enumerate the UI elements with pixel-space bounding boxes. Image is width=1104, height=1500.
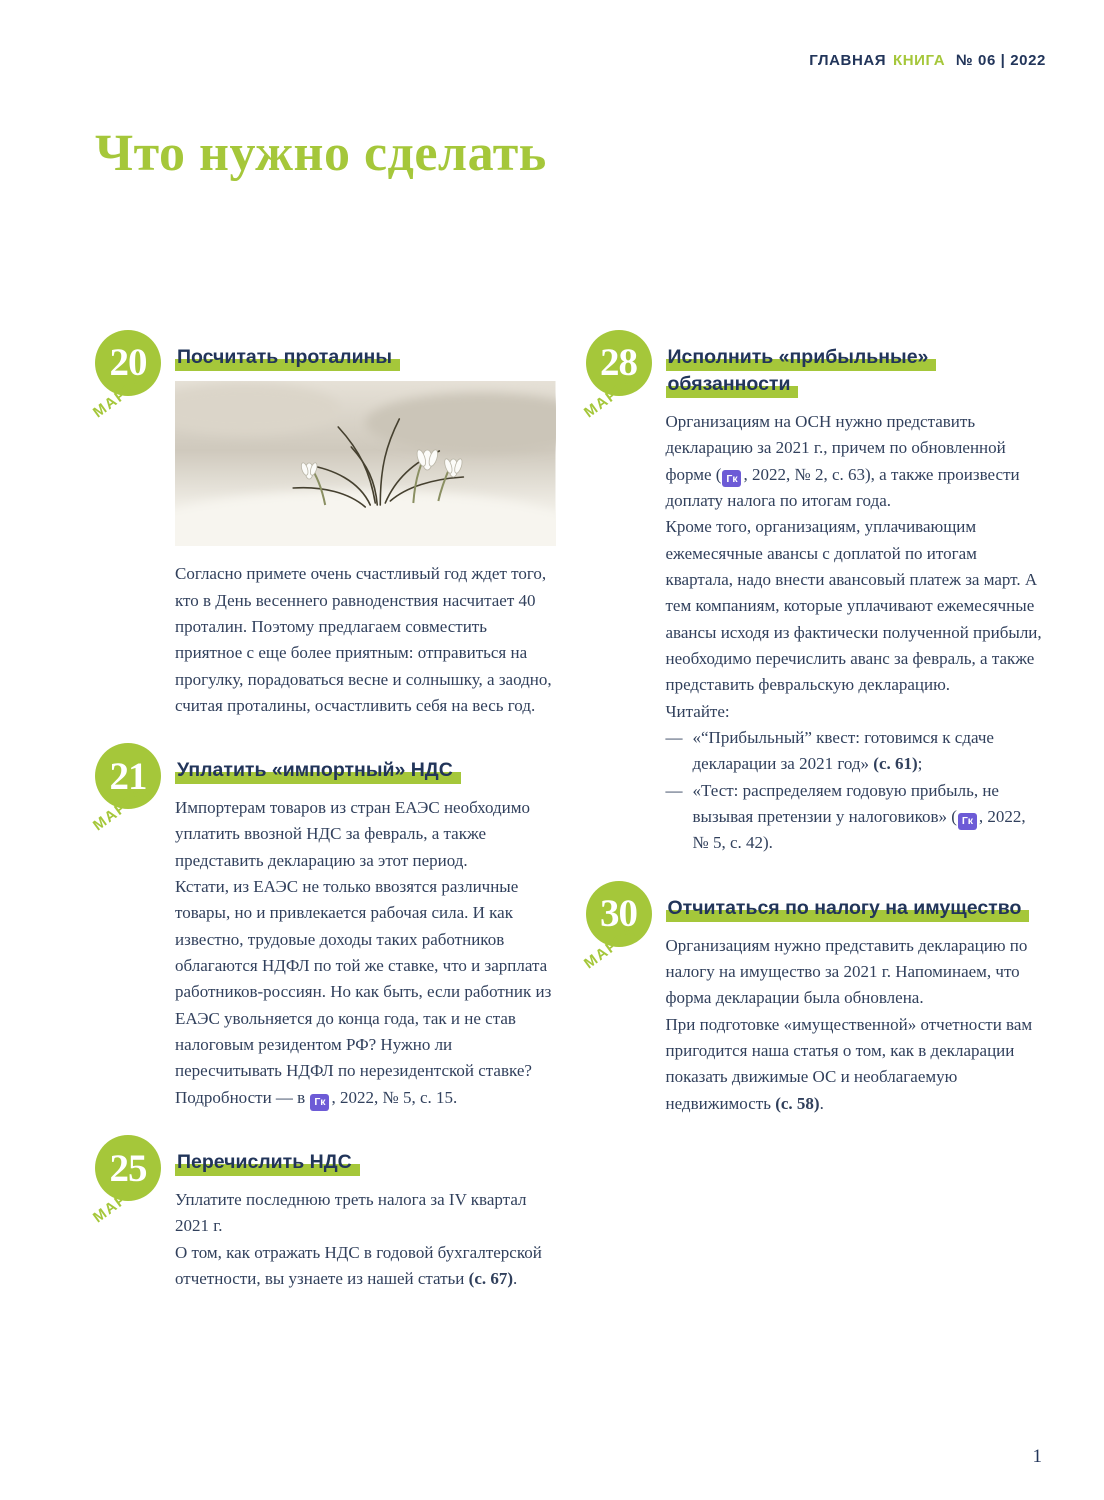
date-badge <box>580 330 666 857</box>
entry-title-text: Перечислить НДС <box>175 1151 360 1176</box>
read-also-item: — «“Прибыльный” квест: готовимся к сдаче декларации за 2021 год» (с. 61); <box>666 725 1047 778</box>
entry-title <box>175 757 556 785</box>
entry-title-text: Исполнить «прибыльные» обязанности <box>666 346 937 399</box>
body-paragraph: При подготовке «имущественной» отчетности вам пригодится наша статья о том, как в декларации показать движимые ОС и необлагаемую недвижимость (с. 58). <box>665 1014 1033 1113</box>
date-badge <box>90 743 175 1111</box>
entry-content <box>666 881 1047 1117</box>
body-paragraph: Кстати, из ЕАЭС не только ввозятся различные товары, но и привлекается рабочая сила. И как известно, трудовые доходы таких работников облагаются НДФЛ по той же ставке, что и зарплата работников-россиян. Но как быть, если работник из ЕАЭС увольняется до конца года, так и не став налоговым резидентом РФ? Нужно ли пересчитывать НДФЛ по нерезидентской ставке? Подробности — в Гк , 2022, № 5, с. 15. <box>175 874 556 1111</box>
date-number: 20 <box>109 341 147 385</box>
calendar-entry <box>90 1135 556 1292</box>
date-badge <box>580 881 666 1117</box>
entry-body <box>175 1187 556 1292</box>
entry-body <box>175 381 556 719</box>
calendar-entry <box>90 330 556 720</box>
calendar-entry <box>580 881 1047 1117</box>
date-number: 28 <box>600 341 637 385</box>
issue-number: № 06 | 2022 <box>955 52 1046 69</box>
calendar-entry <box>90 743 556 1111</box>
entry-title <box>666 895 1047 923</box>
body-paragraph: Согласно примете очень счастливый год ждет того, кто в День весеннего равноденствия насчитает 40 проталин. Поэтому предлагаем совместить приятное с еще более приятным: отправиться на прогулку, порадоваться весне и солнышку, а заодно, считая проталины, осчастливить себя на весь год. <box>175 564 552 715</box>
date-month-label: МАРТА <box>90 372 149 421</box>
brand-kniga-label: КНИГА <box>892 52 946 69</box>
entry-body <box>666 409 1047 857</box>
entry-title <box>666 344 1047 399</box>
entry-title-text: Отчитаться по налогу на имущество <box>666 897 1030 922</box>
page-number: 1 <box>1032 1446 1042 1467</box>
entry-content <box>175 1135 556 1292</box>
content-columns <box>90 330 1046 1317</box>
body-paragraph: Импортерам товаров из стран ЕАЭС необходимо уплатить ввозной НДС за февраль, а также представить декларацию за этот период. <box>175 798 530 870</box>
date-number: 25 <box>109 1146 147 1190</box>
read-also-item: — «Тест: распределяем годовую прибыль, не вызывая претензии у налоговиков» ( Гк , 2022, № 5, с. 42). <box>666 778 1047 857</box>
date-month-label: МАРТА <box>90 1177 149 1227</box>
gk-magazine-icon: Гк <box>310 1094 329 1111</box>
calendar-entry <box>580 330 1047 857</box>
body-paragraph: Организациям нужно представить декларацию по налогу на имущество за 2021 г. Напоминаем, что форма декларации была обновлена. <box>665 935 1028 1008</box>
body-paragraph: Уплатите последнюю треть налога за IV квартал 2021 г. <box>175 1189 527 1236</box>
body-paragraph: Организациям на ОСН нужно представить декларацию за 2021 г., причем по обновленной форме ( Гк , 2022, № 2, с. 63), а также произвести доплату налога по итогам года. <box>665 411 1020 510</box>
date-number: 30 <box>600 892 637 936</box>
entry-title-text: Посчитать проталины <box>175 346 400 371</box>
body-paragraph: Читайте: <box>665 701 730 721</box>
page-reference: (с. 61) <box>873 754 918 774</box>
entry-title <box>175 344 556 372</box>
entry-content <box>175 330 556 720</box>
entry-content <box>666 330 1047 857</box>
entry-title <box>175 1149 556 1177</box>
date-month-label: МАРТА <box>580 372 639 421</box>
entry-title-text: Уплатить «импортный» НДС <box>175 759 461 784</box>
date-badge <box>90 1135 175 1292</box>
page-header <box>95 52 1046 69</box>
page-title: Что нужно сделать <box>95 125 547 182</box>
gk-magazine-icon: Гк <box>958 813 977 830</box>
page-reference: (с. 67) <box>468 1268 514 1288</box>
page-reference: (с. 58) <box>775 1093 820 1113</box>
snowdrops-photo <box>175 381 556 546</box>
entry-body <box>175 795 556 1111</box>
entry-content <box>175 743 556 1111</box>
gk-magazine-icon: Гк <box>722 470 741 487</box>
date-number: 21 <box>109 754 147 798</box>
date-month-label: МАРТА <box>90 785 149 835</box>
body-paragraph: О том, как отражать НДС в годовой бухгалтерской отчетности, вы узнаете из нашей статьи (с. 67). <box>175 1242 542 1288</box>
date-badge <box>90 330 175 720</box>
entry-body <box>666 933 1047 1117</box>
right-column <box>580 330 1047 1317</box>
left-column <box>90 330 556 1317</box>
brand-glavnaya-label: ГЛАВНАЯ <box>809 52 887 69</box>
body-paragraph: Кроме того, организациям, уплачивающим ежемесячные авансы с доплатой по итогам квартала, надо внести авансовый платеж за март. А тем компаниям, которые уплачивают ежемесячные авансы исходя из фактически полученной прибыли, необходимо перечислить аванс за февраль, а также представить февральскую декларацию. <box>665 517 1042 695</box>
date-month-label: МАРТА <box>580 923 639 973</box>
